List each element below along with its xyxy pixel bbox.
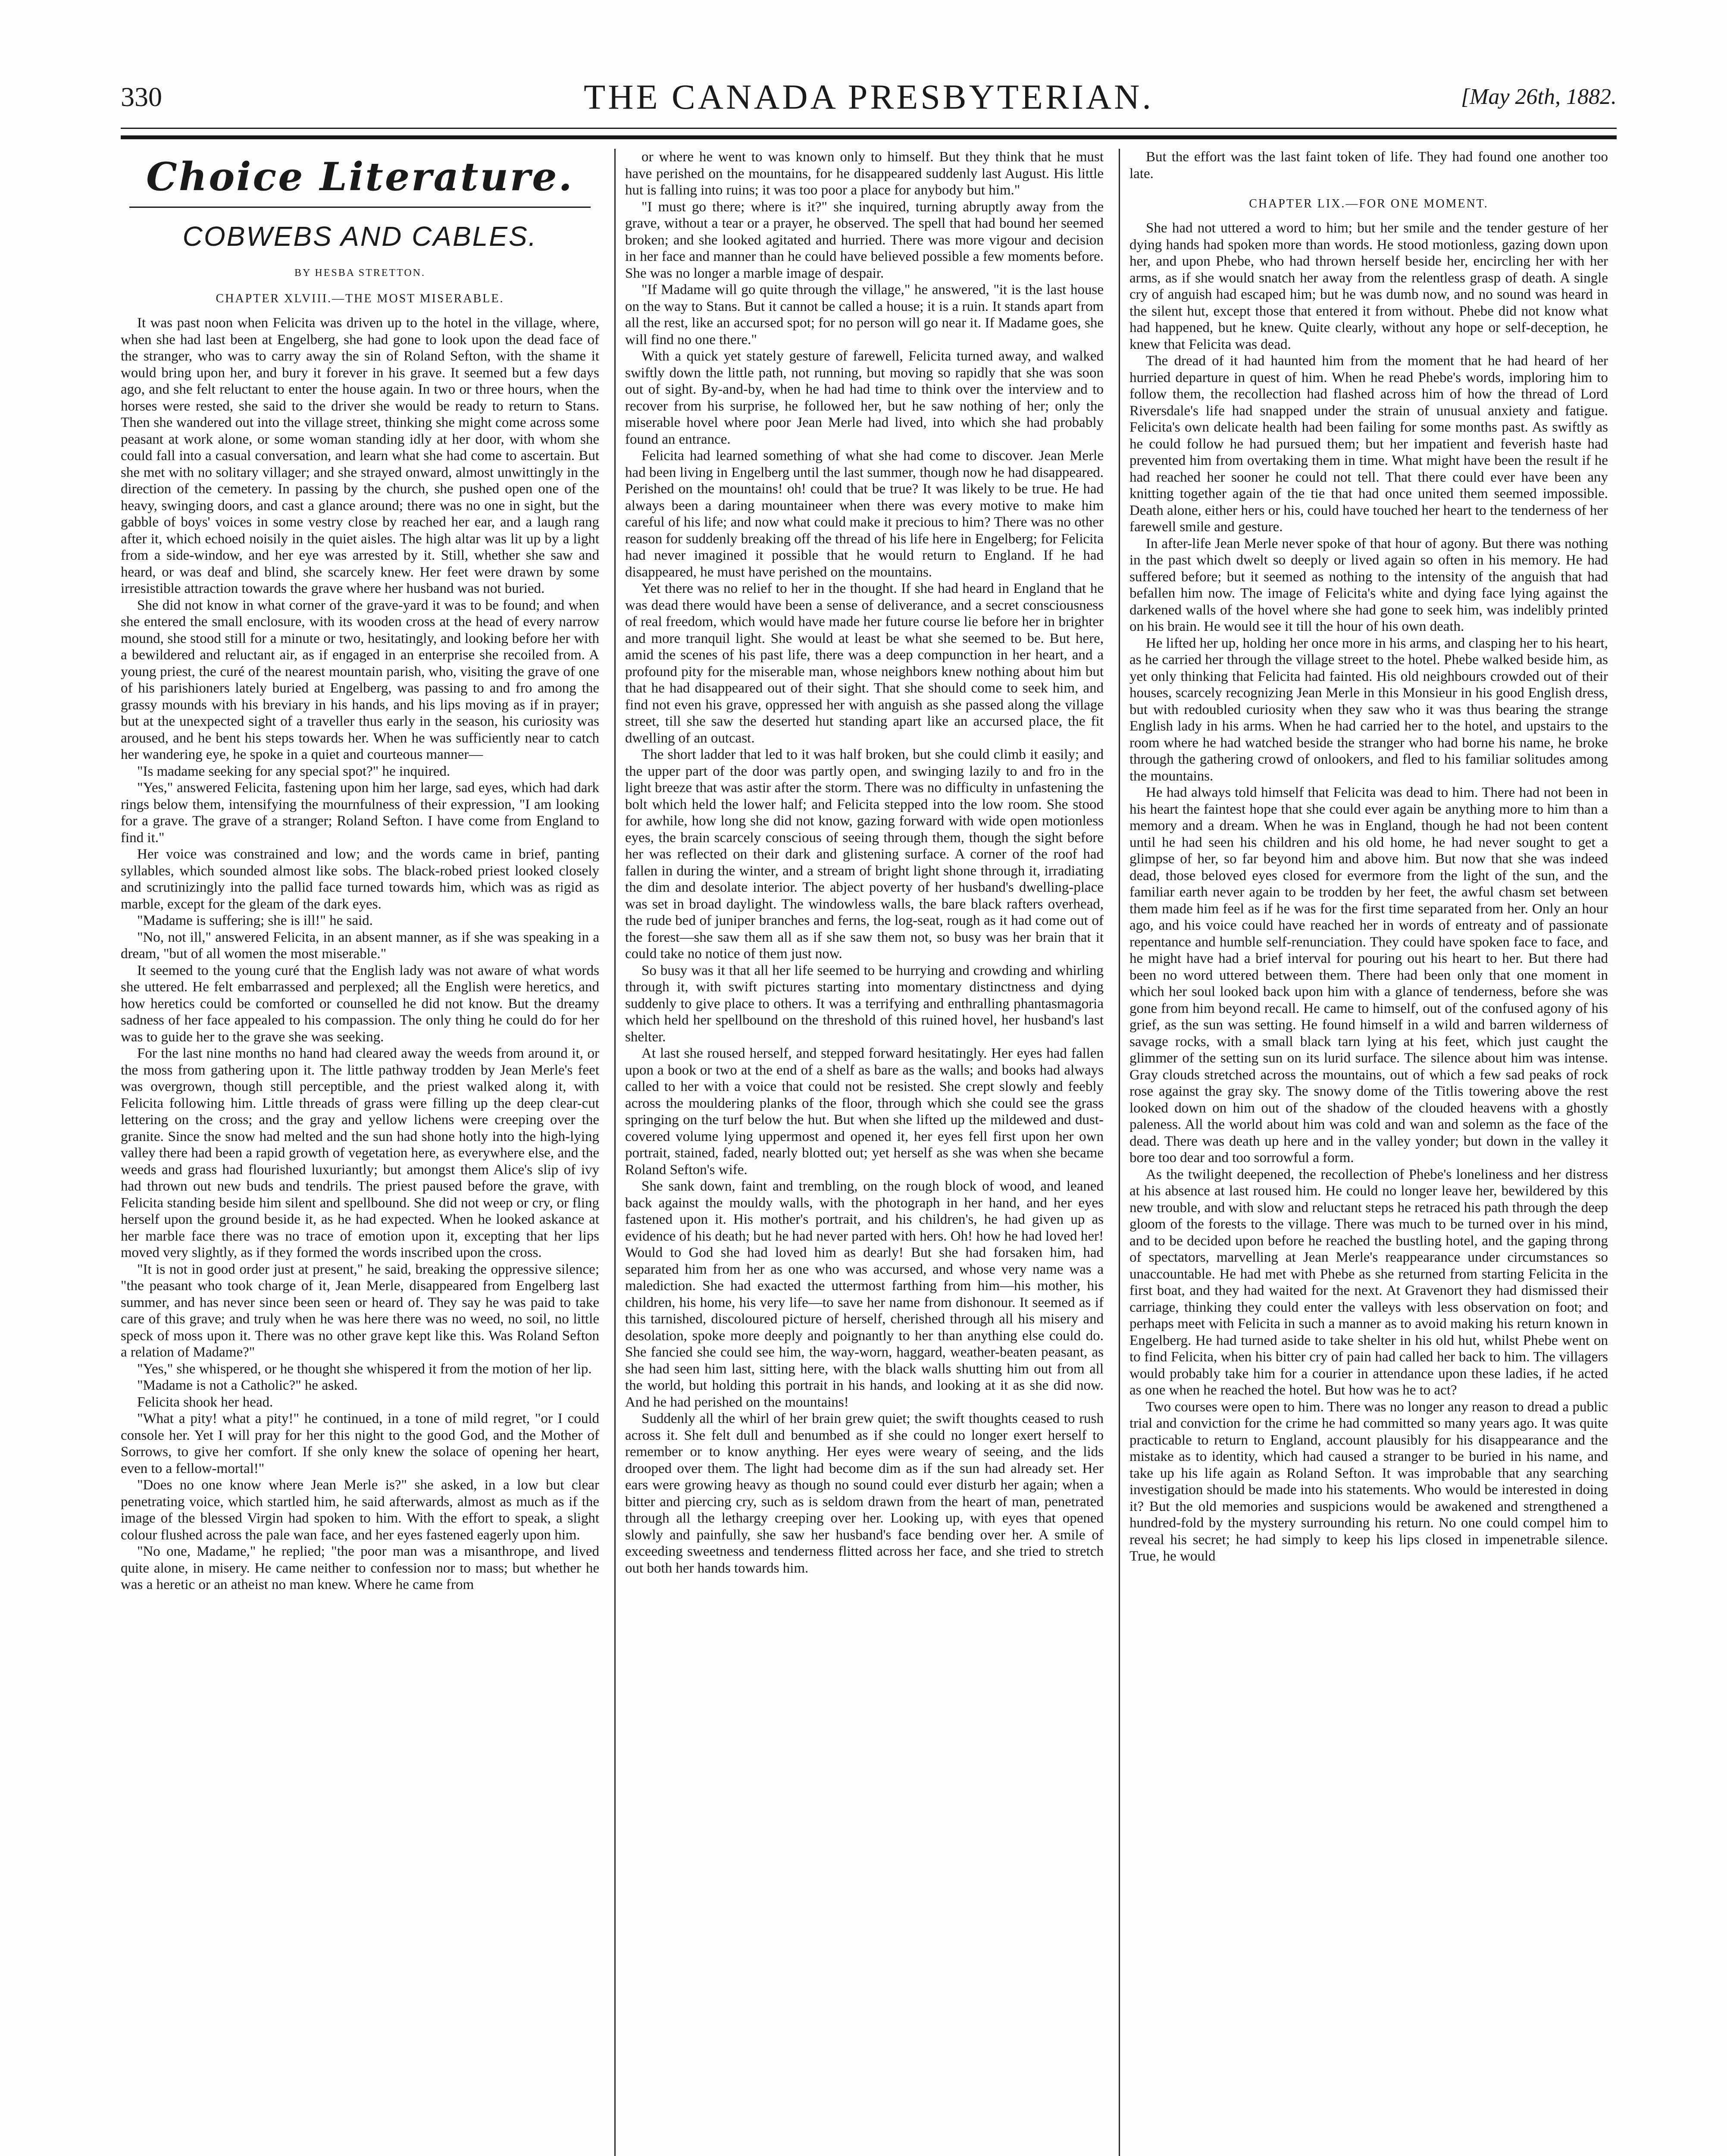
paragraph: "No, not ill," answered Felicita, in an absent manner, as if she was speaking in a dream, "but of all women the most miserable." [121,929,599,962]
paragraph: In after-life Jean Merle never spoke of that hour of agony. But there was nothing in the past which dwelt so deeply or lived again so often in his memory. He had suffered before; but it seemed as nothing to the intensity of the anguish that had befallen him now. The image of Felicita's white and dying face lying against the darkened walls of the hovel where she had gone to seek him, was indelibly printed on his brain. He would see it till the hour of his own death. [1129,536,1608,634]
paragraph: "Yes," answered Felicita, fastening upon him her large, sad eyes, which had dark rings below them, intensifying the mournfulness of their expression, "I am looking for a grave. The grave of a stranger; Roland Sefton. I have come from England to find it." [121,780,599,846]
column-1-body [121,315,599,1593]
paragraph: or where he went to was known only to himself. But they think that he must have perished on the mountains, for he disappeared suddenly last August. His little hut is falling into ruins; it was too poor a place for anybody but him." [625,149,1104,198]
column-3-body [1129,220,1608,1565]
column-divider-1 [614,149,616,2156]
masthead [121,73,1617,121]
paragraph: The short ladder that led to it was half broken, but she could climb it easily; and the upper part of the door was partly open, and swinging lazily to and fro in the light breeze that was astir after the storm. There was no difficulty in unfastening the bolt which held the lower half; and Felicita stepped into the low room. She stood for awhile, how long she did not know, gazing forward with wide open motionless eyes, the brain scarcely conscious of seeing through them, though the sight before her was reflected on their dark and glistening surface. A corner of the roof had fallen in during the winter, and a stream of bright light shone through it, irradiating the dim and desolate interior. The abject poverty of her husband's dwelling-place was set in broad daylight. The windowless walls, the bare black rafters overhead, the rude bed of juniper branches and ferns, the log-seat, rough as it had come out of the forest—she saw them all as if she saw them not, so busy was her brain that it could take no notice of them just now. [625,747,1104,962]
paragraph: For the last nine months no hand had cleared away the weeds from around it, or the moss from gathering upon it. The little pathway trodden by Jean Merle's feet was overgrown, though still perceptible, and the priest walked along it, with Felicita following him. Little threads of grass were filling up the deep clear-cut lettering on the cross; and the gray and yellow lichens were creeping over the granite. Since the snow had melted and the sun had shone hotly into the high-lying valley there had been a rapid growth of vegetation here, as everywhere else, and the weeds and grass had flourished luxuriantly; but amongst them Alice's slip of ivy had thrown out new buds and tendrils. The priest paused before the grave, with Felicita standing beside him silent and spellbound. She did not weep or cry, or fling herself upon the ground beside it, as he had expected. When he looked askance at her marble face there was no trace of emotion upon it, excepting that her lips moved very slightly, as if they formed the words inscribed upon the cross. [121,1046,599,1260]
paragraph: Yet there was no relief to her in the thought. If she had heard in England that he was dead there would have been a sense of deliverance, and a secret consciousness of real freedom, which would have made her future course lie before her in brighter and more tranquil light. She would at least be what she seemed to be. But here, amid the scenes of his past life, there was a deep compunction in her heart, and a profound pity for the miserable man, whose neighbors knew nothing about him but that he had disappeared out of their sight. That she should come to seek him, and find not even his grave, oppressed her with anguish as she passed along the village street, till she saw the deserted hut standing apart like an accursed place, the fit dwelling of an outcast. [625,581,1104,746]
column-2 [625,149,1104,2156]
paragraph: "What a pity! what a pity!" he continued, in a tone of mild regret, "or I could console her. Yet I will pray for her this night to the good God, and the Mother of Sorrows, to give her comfort. If she only knew the solace of opening her heart, even to a fellow-mortal!" [121,1411,599,1476]
chapter-heading: CHAPTER LIX.—FOR ONE MOMENT. [1249,197,1489,210]
paragraph: Suddenly all the whirl of her brain grew quiet; the swift thoughts ceased to rush across it. She felt dull and benumbed as if she could no longer exert herself to remember or to know anything. Her eyes were weary of seeing, and the lids drooped over them. The light had become dim as if the sun had already set. Her ears were growing heavy as though no sound could ever disturb her again; when a bitter and piercing cry, such as is seldom drawn from the heart of man, penetrated through all the lethargy creeping over her. Looking up, with eyes that opened slowly and painfully, she saw her husband's face bending over her. A smile of exceeding sweetness and tenderness flitted across her face, and she tried to stretch out both her hands towards him. [625,1411,1104,1576]
byline: BY HESBA STRETTON. [294,267,426,279]
masthead-rule-bottom [121,135,1617,139]
paragraph: Her voice was constrained and low; and the words came in brief, panting syllables, which sounded almost like sobs. The black-robed priest looked closely and scrutinizingly into the pallid face turned towards him, which was as rigid as marble, except for the gleam of the dark eyes. [121,846,599,912]
paragraph: So busy was it that all her life seemed to be hurrying and crowding and whirling through it, with swift pictures starting into momentary distinctness and dying suddenly to give place to others. It was a terrifying and enthralling phantasmagoria which held her spellbound on the threshold of this ruined hovel, her husband's last shelter. [625,962,1104,1045]
column-divider-2 [1119,149,1120,2156]
issue-date: [May 26th, 1882. [1461,85,1617,109]
chapter-heading: CHAPTER XLVIII.—THE MOST MISERABLE. [216,292,504,305]
paragraph: "Madame is not a Catholic?" he asked. [137,1378,358,1393]
paragraph: "Madame is suffering; she is ill!" he said. [137,913,373,928]
paragraph: It seemed to the young curé that the English lady was not aware of what words she uttered. He felt embarrassed and perplexed; all the English were heretics, and how heretics could be comforted or counselled he did not know. But the dreamy sadness of her face appealed to his compassion. The only thing he could do for her was to guide her to the grave she was seeking. [121,962,599,1045]
paragraph: "No one, Madame," he replied; "the poor man was a misanthrope, and lived quite alone, in misery. He came neither to confession nor to mass; but whether he was a heretic or an atheist no man knew. Where he came from [121,1544,599,1592]
column-3 [1129,149,1608,2156]
paragraph: Felicita shook her head. [137,1394,273,1410]
paragraph: "If Madame will go quite through the village," he answered, "it is the last house on the way to Stans. But it cannot be called a house; it is a ruin. It stands apart from all the rest, like an accursed spot; for no person will go near it. If Madame goes, she will find no one there." [625,282,1104,348]
paragraph: She did not know in what corner of the grave-yard it was to be found; and when she entered the small enclosure, with its wooden cross at the head of every narrow mound, she stood still for a minute or two, hesitatingly, and looking before her with a bewildered and reluctant air, as if engaged in an enterprise she recoiled from. A young priest, the curé of the nearest mountain parish, who, visiting the grave of one of his parishioners lately buried at Engelberg, was passing to and fro among the grassy mounds with his breviary in his hands, and his lips moving as if in prayer; but at the unexpected sight of a traveller thus early in the season, his curiosity was aroused, and he bent his steps towards her. When he was sufficiently near to catch her wandering eye, he spoke in a quiet and courteous manner— [121,597,599,762]
section-title: Choice Literature. [146,154,574,200]
story-title: COBWEBS AND CABLES. [182,221,538,252]
paragraph: With a quick yet stately gesture of farewell, Felicita turned away, and walked swiftly down the little path, not running, but moving so rapidly that she was soon out of sight. By-and-by, when he had had time to think over the interview and to recover from his surprise, he followed her, but he saw nothing of her; only the miserable hovel where poor Jean Merle had lived, into which she had probably found an entrance. [625,348,1104,447]
paragraph: The dread of it had haunted him from the moment that he had heard of her hurried departure in quest of him. When he read Phebe's words, imploring him to follow them, the recollection had flashed across him of how the thread of Lord Riversdale's life had snapped under the strain of unusual anxiety and fatigue. Felicita's own delicate health had been failing for some months past. As swiftly as he could follow he had pursued them; but her impatient and feverish haste had prevented him from overtaking them in time. What might have been the result if he had reached her sooner he could not tell. That there could ever have been any knitting together again of the tie that had once united them seemed impossible. Death alone, either hers or his, could have touched her heart to the tenderness of her farewell smile and gesture. [1129,353,1608,535]
masthead-rule-top [121,128,1617,129]
paragraph: "Is madame seeking for any special spot?" he inquired. [137,763,451,779]
paragraph: He lifted her up, holding her once more in his arms, and clasping her to his heart, as he carried her through the village street to the hotel. Phebe walked beside him, as yet only thinking that Felicita had fainted. His old neighbours crowded out of their houses, scarcely recognizing Jean Merle in this Monsieur in his good English dress, but with redoubled curiosity when they saw who it was thus bearing the strange English lady in his arms. When he had carried her to the hotel, and upstairs to the room where he had watched beside the stranger who had borne his name, he broke through the gathering crowd of onlookers, and fled to his familiar solitudes among the mountains. [1129,635,1608,784]
paragraph: "Does no one know where Jean Merle is?" she asked, in a low but clear penetrating voice, which startled him, he said afterwards, almost as much as if the image of the blessed Virgin had spoken to him. With the effort to speak, a slight colour flushed across the pale wan face, and her eyes fastened eagerly upon him. [121,1477,599,1543]
paragraph: "I must go there; where is it?" she inquired, turning abruptly away from the grave, without a tear or a prayer, he observed. The spell that had bound her seemed broken; and she looked agitated and hurried. There was more vigour and decision in her face and manner than he could have believed possible a few moments before. She was no longer a marble image of despair. [625,199,1104,281]
paragraph: "Yes," she whispered, or he thought she whispered it from the motion of her lip. [137,1361,592,1377]
paragraph: She sank down, faint and trembling, on the rough block of wood, and leaned back against the mouldy walls, with the photograph in her hand, and her eyes fastened upon it. His mother's portrait, and his children's, he had given up as evidence of his death; but he had never parted with hers. Oh! how he had loved her! Would to God she had loved him as dearly! But she had forsaken him, had separated him from her as one who was accursed, and whose very name was a malediction. She had exacted the uttermost farthing from him—his mother, his children, his home, his very life—to save her name from dishonour. It seemed as if this tarnished, discoloured picture of herself, cherished through all his misery and desolation, spoke more deeply and poignantly to her than anything else could do. She fancied she could see him, the way-worn, haggard, weather-beaten peasant, as she had seen him last, sitting here, with the black walls shutting him out from all the world, but holding this portrait in his hands, and looking at it as she did now. And he had perished on the mountains! [625,1178,1104,1410]
paragraph: At last she roused herself, and stepped forward hesitatingly. Her eyes had fallen upon a book or two at the end of a shelf as bare as the walls; and books had always called to her with a voice that could not be resisted. She crept slowly and feebly across the mouldering planks of the floor, through which she could see the grass springing on the turf below the hut. But when she lifted up the mildewed and dust-covered volume lying uppermost and opened it, her eyes fell first upon her own portrait, stained, faded, nearly blotted out; yet herself as she was when she became Roland Sefton's wife. [625,1046,1104,1178]
column-1 [121,149,599,2156]
paragraph: As the twilight deepened, the recollection of Phebe's loneliness and her distress at his absence at last roused him. He could no longer leave her, bewildered by this new trouble, and with slow and reluctant steps he retraced his path through the deep gloom of the forests to the village. There was much to be turned over in his mind, and to be decided upon before he reached the bustling hotel, and the gaping throng of spectators, marvelling at Jean Merle's reappearance under circumstances so unaccountable. He had met with Phebe as she returned from starting Felicita in the first boat, and they had waited for the next. At Gravenort they had dismissed their carriage, thinking they could enter the valleys with less observation on foot; and perhaps meet with Felicita in such a manner as to avoid making his return known in Engelberg. He had turned aside to take shelter in his old hut, whilst Phebe went on to find Felicita, when his bitter cry of pain had called her back to him. The villagers would probably take him for a courier in attendance upon these ladies, if he acted as one when he reached the hotel. But how was he to act? [1129,1166,1608,1398]
paragraph: Two courses were open to him. There was no longer any reason to dread a public trial and conviction for the crime he had committed so many years ago. It was quite practicable to return to England, account plausibly for his disappearance and the mistake as to identity, which had caused a stranger to be buried in his name, and take up his life again as Roland Sefton. It was improbable that any searching investigation should be made into his statements. Who would be interested in doing it? But the old memories and suspicions would be awakened and strengthened a hundred-fold by the mystery surrounding his return. No one could compel him to reveal his secret; he had simply to keep his lips closed in impenetrable silence. True, he would [1129,1399,1608,1564]
newspaper-title: THE CANADA PRESBYTERIAN. [584,77,1154,116]
column-2-body [625,149,1104,1576]
column-3-intro [1129,149,1608,182]
paragraph: It was past noon when Felicita was driven up to the hotel in the village, where, when she had last been at Engelberg, she had gone to look upon the dead face of the stranger, who was to carry away the sin of Roland Sefton, with the shame it would bring upon her, and bury it forever in his grave. It seemed but a few days ago, and she felt reluctant to enter the house again. In two or three hours, when the horses were rested, she said to the driver she would be ready to return to Stans. Then she wandered out into the village street, thinking she might come across some peasant at work alone, or some woman standing idly at her door, with whom she could fall into a casual conversation, and learn what she had come to ascertain. But she met with no solitary villager; and she strayed onward, almost unwittingly in the direction of the cemetery. In passing by the church, she pushed open one of the heavy, swinging doors, and cast a glance around; there was no one in sight, but the gabble of boys' voices in some vestry close by reached her ear, and a laugh rang after it, which echoed noisily in the quiet aisles. The high altar was lit up by a light from a side-window, and her eye was arrested by it. Still, whether she saw and heard, or was deaf and blind, she scarcely knew. Her feet were drawn by some irresistible attraction towards the grave where her husband was not buried. [121,315,599,596]
paragraph: She had not uttered a word to him; but her smile and the tender gesture of her dying hands had spoken more than words. He stood motionless, gazing down upon her, and upon Phebe, who had thrown herself beside her, encircling her with her arms, as if she would snatch her away from the relentless grasp of death. A single cry of anguish had escaped him; but he was dumb now, and no sound was heard in the silent hut, except those that entered it from without. Phebe did not know what had happened, but he knew. Quite clearly, without any hope or self-deception, he knew that Felicita was dead. [1129,220,1608,352]
paragraph: Felicita had learned something of what she had come to discover. Jean Merle had been living in Engelberg until the last summer, though now he had disappeared. Perished on the mountains! oh! could that be true? It was likely to be true. He had always been a daring mountaineer when there was every motive to make him careful of his life; and now what could make it precious to him? There was no other reason for suddenly breaking off the thread of his life here in Engelberg; for Felicita had never imagined it possible that he would return to England. If he had disappeared, he must have perished on the mountains. [625,448,1104,580]
page-number: 330 [121,81,162,112]
paragraph: "It is not in good order just at present," he said, breaking the oppressive silence; "the peasant who took charge of it, Jean Merle, disappeared from Engelberg last summer, and has never since been seen or heard of. They say he was paid to take care of this grave; and truly when he was here there was no weed, no soil, no little speck of moss upon it. There was no other grave kept like this. Was Roland Sefton a relation of Madame?" [121,1261,599,1360]
section-rule [129,207,591,208]
paragraph: He had always told himself that Felicita was dead to him. There had not been in his heart the faintest hope that she could ever again be anything more to him than a memory and a dream. When he was in England, though he had not been content until he had seen his children and his old home, he had never sought to get a glimpse of her, so far beyond him and above him. But now that she was indeed dead, those beloved eyes closed for evermore from the light of the sun, and the familiar earth never again to be trodden by her feet, the awful chasm set between them made him feel as if he was for the first time separated from her. Only an hour ago, and his voice could have reached her in words of entreaty and of passionate repentance and humble self-renunciation. They could have spoken face to face, and he might have had a brief interval for pouring out his heart to her. But there had been no word uttered between them. There had been only that one moment in which her soul looked back upon him with a glance of tenderness, before she was gone from him beyond recall. He came to himself, out of the confused agony of his grief, as the sun was setting. He found himself in a wild and barren wilderness of savage rocks, with a small black tarn lying at his feet, which just caught the glimmer of the setting sun on its lurid surface. The silence about him was intense. Gray clouds stretched across the mountains, out of which a few sad peaks of rock rose against the gray sky. The snowy dome of the Titlis towering above the rest looked down on him out of the shadow of the clouded heavens with a ghostly paleness. All the world about him was cold and wan and solemn as the face of the dead. There was death up here and in the valley yonder; but down in the valley it bore too dear and too sorrowful a form. [1129,785,1608,1166]
paragraph: But the effort was the last faint token of life. They had found one another too late. [1129,149,1608,182]
